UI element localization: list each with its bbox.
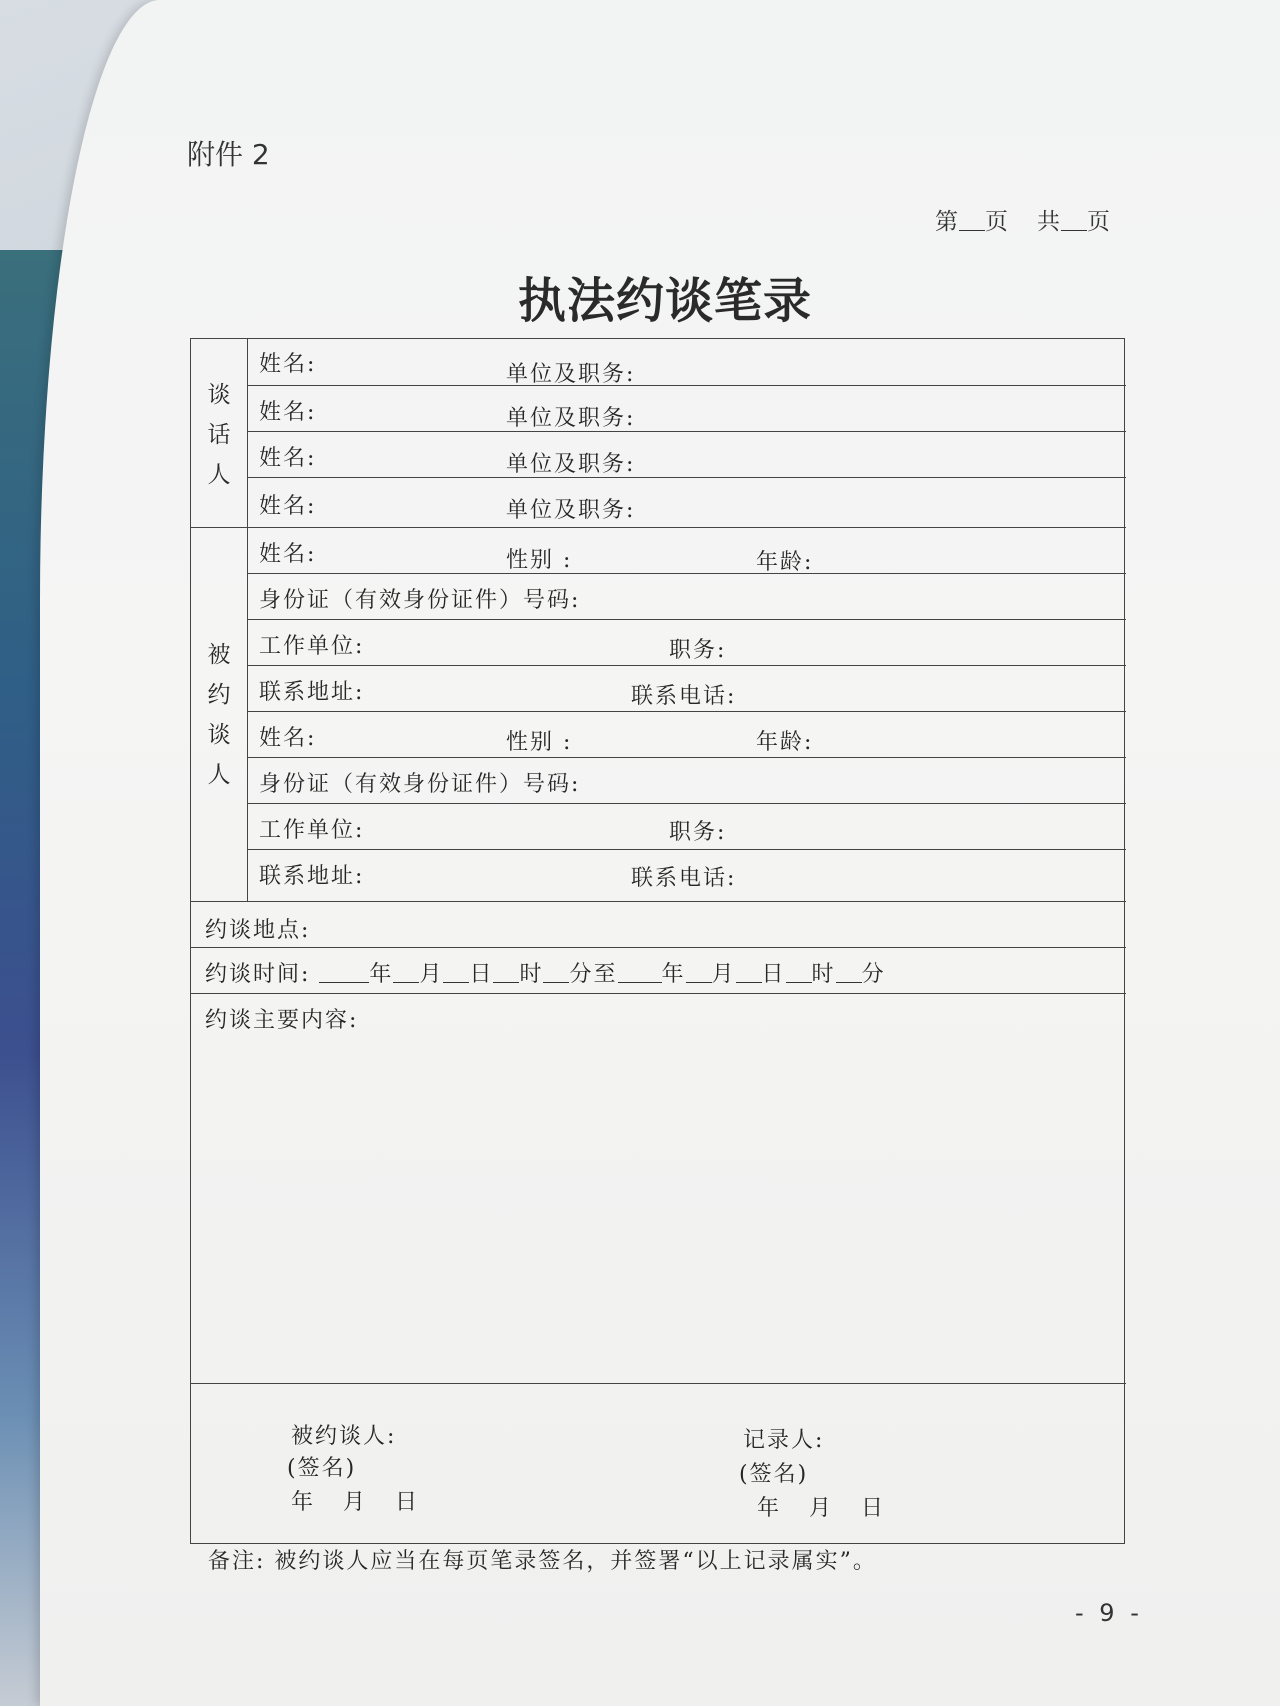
time-unit: 分至: [569, 962, 618, 987]
start-hour-blank[interactable]: [493, 964, 519, 983]
recorder-signature-sign: (签名): [739, 1462, 809, 1487]
attachment-label: 附件 2: [187, 138, 270, 171]
interviewee-id-label: 身份证（有效身份证件）号码:: [259, 772, 581, 797]
time-unit: 年: [661, 962, 686, 987]
time-unit: 月: [711, 962, 736, 987]
row-divider: [247, 619, 1126, 620]
recorder-signature-date: 年 月 日: [757, 1496, 884, 1521]
interviewee-address-label: 联系地址:: [259, 864, 365, 889]
interviewer-name-label: 姓名:: [259, 494, 317, 519]
interviewee-id-label: 身份证（有效身份证件）号码:: [259, 588, 581, 613]
footnote: 备注: 被约谈人应当在每页笔录签名，并签署“以上记录属实”。: [208, 1549, 877, 1574]
interviewer-name-label: 姓名:: [259, 400, 317, 425]
record-form: [190, 338, 1125, 1544]
time-label: 约谈时间:: [205, 962, 311, 987]
row-divider: [247, 849, 1126, 850]
start-day-blank[interactable]: [443, 964, 469, 983]
row-divider: [247, 803, 1126, 804]
interviewer-section-label: 谈 话 人: [207, 382, 231, 488]
section-divider: [191, 527, 1126, 528]
row-divider: [247, 573, 1126, 574]
interviewer-name-label: 姓名:: [259, 352, 317, 377]
interviewee-position-label: 职务:: [669, 638, 727, 663]
start-year-blank[interactable]: [319, 964, 369, 983]
end-minute-blank[interactable]: [836, 964, 862, 983]
row-divider: [247, 757, 1126, 758]
start-month-blank[interactable]: [393, 964, 419, 983]
section-column-divider: [247, 339, 248, 901]
row-divider: [191, 1383, 1126, 1384]
recorder-signature-role: 记录人:: [743, 1428, 825, 1453]
time-unit: 月: [419, 962, 444, 987]
end-day-blank[interactable]: [736, 964, 762, 983]
total-prefix: 共: [1037, 209, 1061, 235]
interviewer-unit-label: 单位及职务:: [506, 452, 636, 477]
interviewee-name-label: 姓名:: [259, 726, 317, 751]
location-label: 约谈地点:: [205, 918, 311, 943]
interviewee-signature-sign: (签名): [287, 1456, 357, 1481]
interviewee-signature-date: 年 月 日: [291, 1490, 418, 1515]
interviewee-work-label: 工作单位:: [259, 634, 365, 659]
end-year-blank[interactable]: [618, 964, 662, 983]
interviewer-unit-label: 单位及职务:: [506, 498, 636, 523]
end-month-blank[interactable]: [686, 964, 712, 983]
interviewee-phone-label: 联系电话:: [631, 684, 737, 709]
time-unit: 时: [811, 962, 836, 987]
interviewee-position-label: 职务:: [669, 820, 727, 845]
interviewee-section-label: 被 约 谈 人: [207, 642, 231, 788]
interviewer-unit-label: 单位及职务:: [506, 362, 636, 387]
time-unit: 时: [519, 962, 544, 987]
interviewee-gender-label: 性别 :: [506, 730, 573, 755]
interviewee-signature-role: 被约谈人:: [291, 1424, 397, 1449]
interviewee-phone-label: 联系电话:: [631, 866, 737, 891]
row-divider: [247, 665, 1126, 666]
interviewer-name-label: 姓名:: [259, 446, 317, 471]
interviewee-age-label: 年龄:: [756, 730, 814, 755]
row-divider: [191, 993, 1126, 994]
interviewee-work-label: 工作单位:: [259, 818, 365, 843]
page-prefix: 第: [935, 209, 959, 235]
start-minute-blank[interactable]: [543, 964, 569, 983]
time-unit: 日: [761, 962, 786, 987]
section-divider: [191, 901, 1126, 902]
page-number: - 9 -: [1075, 1599, 1143, 1627]
row-divider: [247, 711, 1126, 712]
page-counter: [935, 203, 1111, 236]
time-line: [205, 957, 886, 988]
end-hour-blank[interactable]: [786, 964, 812, 983]
page-suffix: 页: [985, 209, 1009, 235]
interviewee-name-label: 姓名:: [259, 542, 317, 567]
interviewee-age-label: 年龄:: [756, 550, 814, 575]
interviewee-address-label: 联系地址:: [259, 680, 365, 705]
document-title: 执法约谈笔录: [518, 273, 813, 329]
time-unit: 日: [469, 962, 494, 987]
interviewee-gender-label: 性别 :: [506, 548, 573, 573]
row-divider: [191, 947, 1126, 948]
row-divider: [247, 385, 1126, 386]
page-blank[interactable]: [959, 210, 985, 231]
row-divider: [247, 477, 1126, 478]
row-divider: [247, 431, 1126, 432]
time-unit: 分: [861, 962, 886, 987]
total-blank[interactable]: [1061, 210, 1087, 231]
total-suffix: 页: [1087, 209, 1111, 235]
content-label: 约谈主要内容:: [205, 1008, 359, 1033]
interviewer-unit-label: 单位及职务:: [506, 406, 636, 431]
time-unit: 年: [369, 962, 394, 987]
content-area[interactable]: [191, 1029, 1126, 1379]
